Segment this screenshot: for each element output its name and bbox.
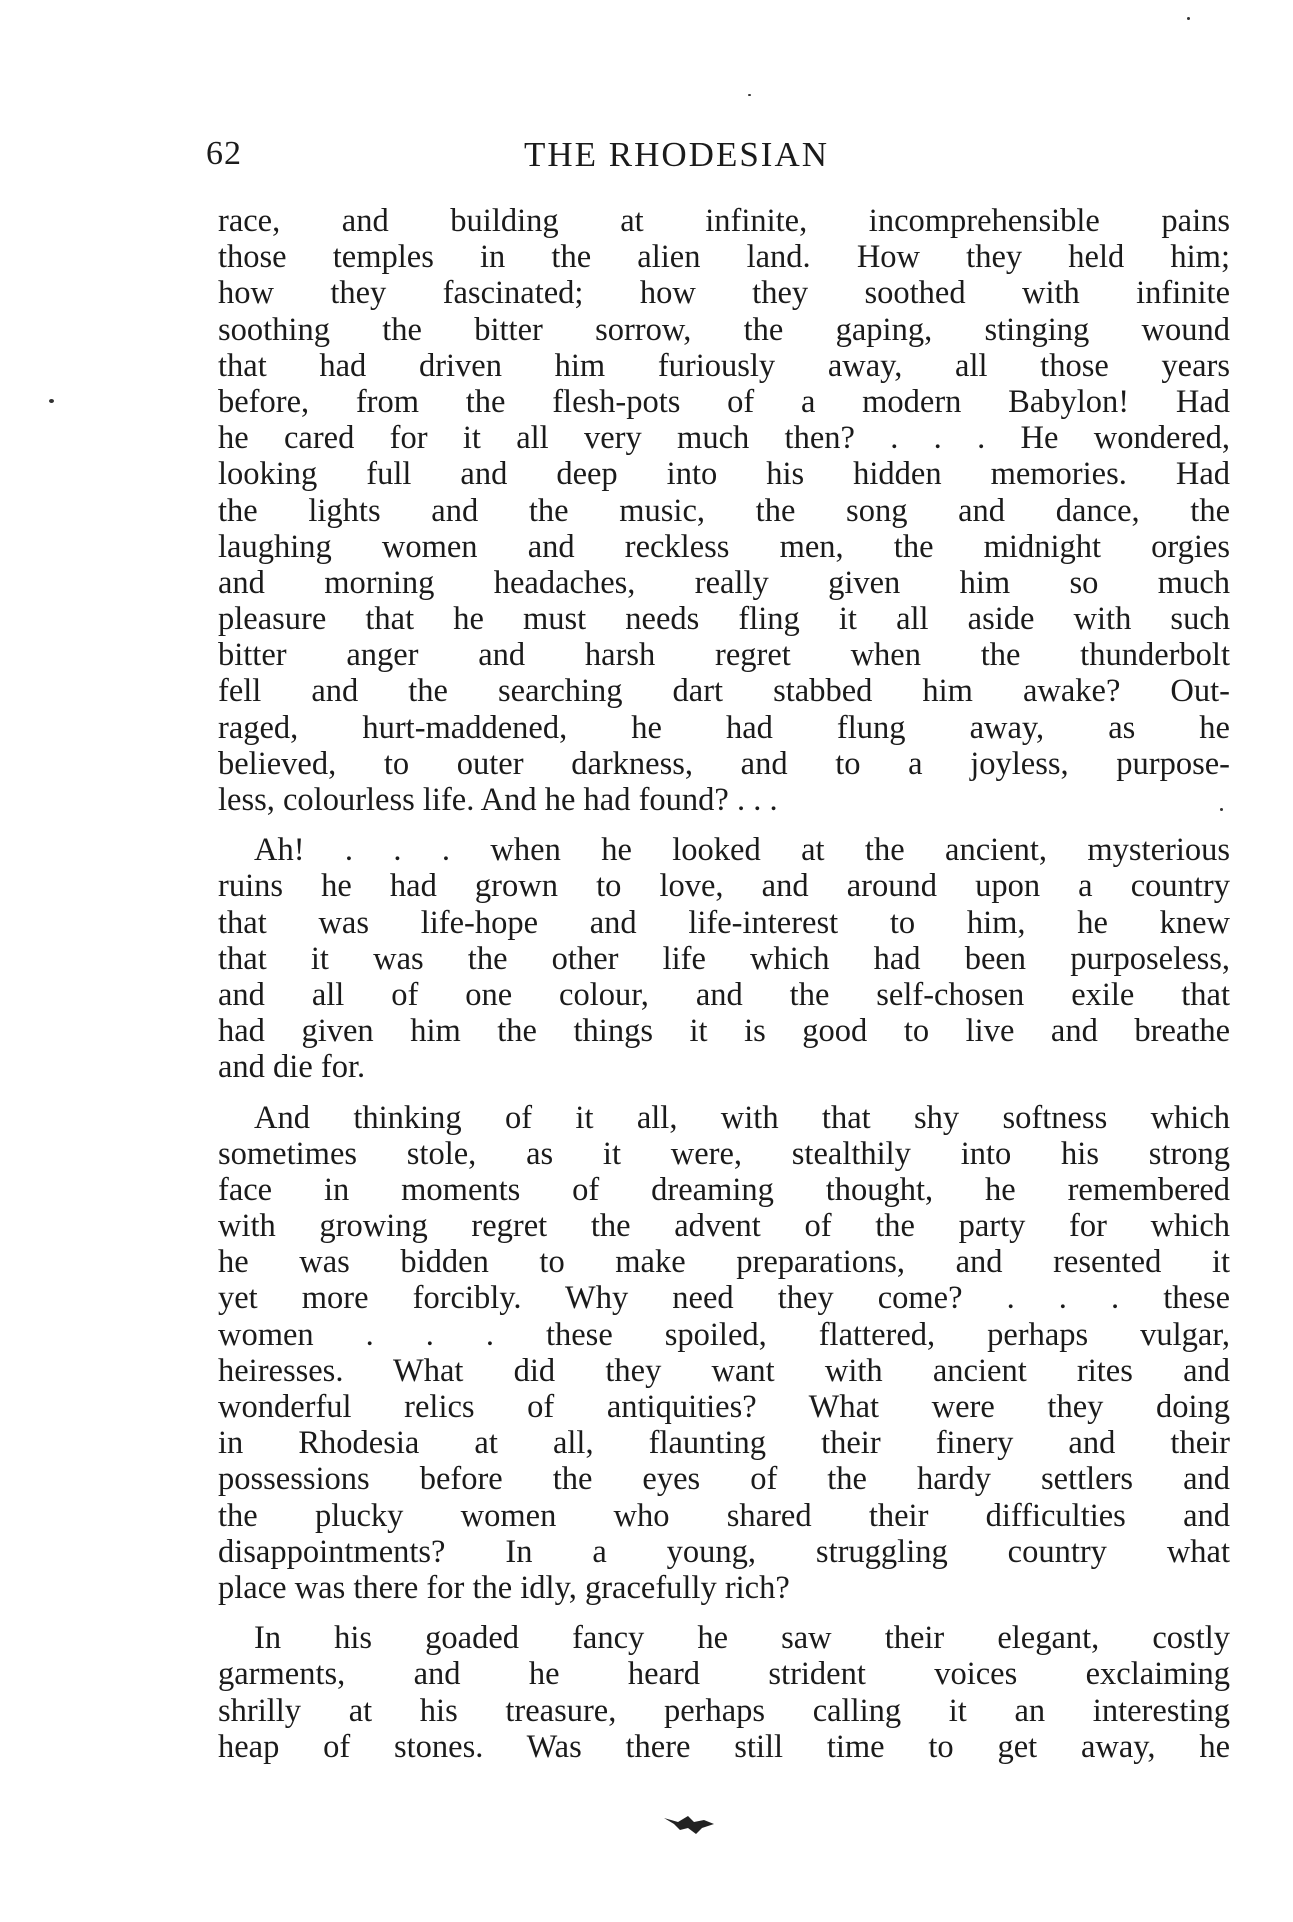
text-line: soothing the bitter sorrow, the gaping, stinging wound — [218, 311, 1230, 348]
text-line: heiresses. What did they want with ancient rites and — [218, 1352, 1230, 1389]
text-line: In his goaded fancy he saw their elegant, costly — [254, 1620, 1230, 1657]
text-line: and die for. — [218, 1049, 366, 1086]
paragraph-1 — [218, 203, 1230, 818]
text-line: less, colourless life. And he had found? . . . — [218, 782, 778, 818]
text-line: shrilly at his treasure, perhaps calling it an interesting — [218, 1692, 1230, 1729]
text-line: pleasure that he must needs fling it all aside with such — [218, 601, 1230, 638]
running-head — [206, 135, 896, 185]
text-line: and morning headaches, really given him so much — [218, 564, 1230, 601]
text-line: face in moments of dreaming thought, he remembered — [218, 1171, 1230, 1208]
text-line: wonderful relics of antiquities? What were they doing — [218, 1389, 1230, 1425]
text-line: looking full and deep into his hidden memories. Had — [218, 456, 1230, 493]
text-line: garments, and he heard strident voices exclaiming — [218, 1656, 1230, 1693]
text-line: and all of one colour, and the self-chosen exile that — [218, 976, 1230, 1013]
text-line: laughing women and reckless men, the midnight orgies — [218, 528, 1230, 565]
text-line: fell and the searching dart stabbed him awake? Out- — [218, 673, 1230, 710]
text-line: the plucky women who shared their difficulties and — [218, 1497, 1230, 1534]
text-line: race, and building at infinite, incomprehensible pains — [218, 203, 1230, 239]
text-line: with growing regret the advent of the party for which — [218, 1208, 1230, 1245]
text-line: before, from the flesh-pots of a modern Babylon! Had — [218, 383, 1230, 420]
paragraph-4 — [218, 1620, 1230, 1765]
text-line: women . . . these spoiled, flattered, perhaps vulgar, — [218, 1316, 1230, 1353]
text-line: And thinking of it all, with that shy softness which — [254, 1099, 1230, 1136]
text-line: yet more forcibly. Why need they come? . . . these — [218, 1280, 1230, 1317]
text-line: believed, to outer darkness, and to a joyless, purpose- — [218, 745, 1230, 782]
text-line: disappointments? In a young, struggling country what — [218, 1533, 1230, 1570]
text-line: sometimes stole, as it were, stealthily into his strong — [218, 1135, 1230, 1172]
ink-speck — [1220, 808, 1223, 811]
text-line: possessions before the eyes of the hardy settlers and — [218, 1461, 1230, 1498]
text-line: that was life-hope and life-interest to him, he knew — [218, 904, 1230, 941]
text-line: raged, hurt-maddened, he had flung away, as he — [218, 709, 1230, 746]
text-line: he cared for it all very much then? . . . He wondered, — [218, 420, 1230, 457]
book-title: THE RHODESIAN — [524, 135, 830, 174]
text-line: bitter anger and harsh regret when the thunderbolt — [218, 637, 1230, 674]
text-line: he was bidden to make preparations, and resented it — [218, 1244, 1230, 1281]
text-line: the lights and the music, the song and dance, the — [218, 492, 1230, 529]
text-line: those temples in the alien land. How they held him; — [218, 239, 1230, 276]
body-text — [218, 203, 1230, 1779]
ink-speck — [748, 94, 751, 96]
text-line: place was there for the idly, gracefully rich? — [218, 1569, 790, 1606]
ink-blot-ornament — [660, 1808, 720, 1838]
paragraph-2 — [218, 832, 1230, 1085]
text-line: Ah! . . . when he looked at the ancient, mysterious — [254, 832, 1230, 869]
ink-speck — [1187, 17, 1190, 20]
text-line: in Rhodesia at all, flaunting their finery and their — [218, 1425, 1230, 1462]
page-number: 62 — [206, 135, 242, 172]
ink-speck — [49, 399, 54, 403]
paragraph-3 — [218, 1100, 1230, 1607]
text-line: heap of stones. Was there still time to get away, he — [218, 1728, 1230, 1765]
text-line: had given him the things it is good to live and breathe — [218, 1013, 1230, 1050]
text-line: that it was the other life which had been purposeless, — [218, 940, 1230, 977]
text-line: how they fascinated; how they soothed with infinite — [218, 275, 1230, 312]
text-line: ruins he had grown to love, and around upon a country — [218, 868, 1230, 905]
text-line: that had driven him furiously away, all those years — [218, 347, 1230, 384]
